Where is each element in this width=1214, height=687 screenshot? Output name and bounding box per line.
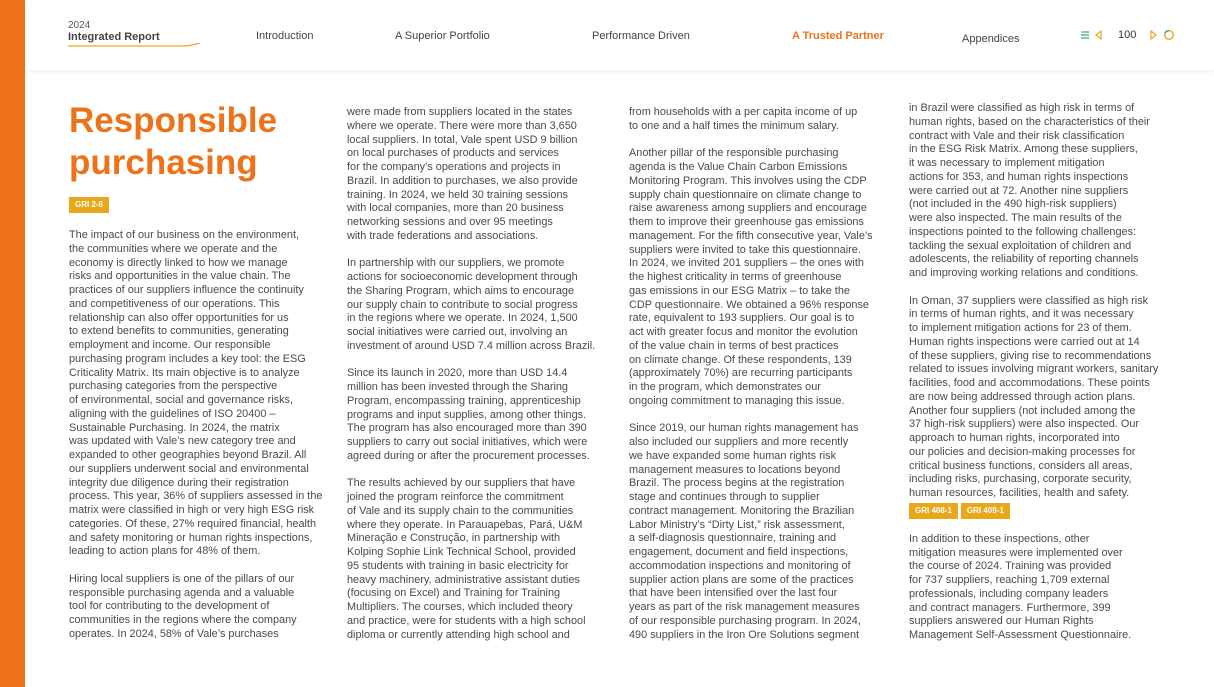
text-line: our supply chain to contribute to social progress — [347, 298, 578, 311]
home-icon[interactable] — [1163, 29, 1175, 41]
text-line: contract management. Monitoring the Brazilian — [629, 504, 855, 517]
paragraph — [629, 147, 899, 408]
gri-badge[interactable]: GRI 408-1 — [909, 503, 958, 519]
text-line: (not included in the 490 high-risk suppliers) — [909, 198, 1117, 211]
gri-badge[interactable]: GRI 2-6 — [69, 197, 109, 213]
text-line: mitigation measures were implemented over — [909, 546, 1123, 559]
text-line: were also inspected. The main results of the — [909, 212, 1122, 224]
text-line: for 737 suppliers, reaching 1,709 external — [909, 574, 1110, 586]
paragraph — [909, 295, 1179, 501]
text-line: approach to human rights, incorporated into — [909, 432, 1120, 444]
text-line: and contract managers. Furthermore, 399 — [909, 601, 1111, 614]
text-line: of the value chain in terms of best practices — [629, 339, 839, 352]
logo-underline-icon — [68, 43, 203, 49]
text-line: agreed during or after the procurement processes. — [347, 449, 590, 462]
paragraph — [69, 229, 339, 559]
text-line: related to issues involving migrant workers, sanitary — [909, 363, 1159, 376]
text-line: million has been invested through the Sharing — [347, 381, 568, 393]
text-line: In Oman, 37 suppliers were classified as high risk — [909, 294, 1149, 307]
text-line: of environmental, social and governance risks, — [69, 394, 293, 406]
column-4 — [909, 102, 1179, 643]
text-line: Human rights inspections were carried out at 14 — [909, 335, 1140, 348]
text-line: facilities, food and accommodations. These points — [909, 377, 1150, 389]
text-line: matrix were classified in high or very high ESG risk — [69, 504, 315, 516]
column-1 — [69, 229, 339, 642]
text-line: supplier action plans are some of the practices — [629, 573, 854, 586]
text-line: practices of our suppliers influence the continuity — [69, 284, 304, 296]
section-color-bar — [0, 0, 25, 687]
page-title — [69, 100, 277, 184]
text-line: purchasing program includes a key tool: the ESG — [69, 352, 306, 365]
text-line: ongoing commitment to managing this issue. — [629, 394, 845, 407]
text-line: Another four suppliers (not included among the — [909, 404, 1136, 417]
text-line: purchasing categories from the perspective — [69, 380, 278, 393]
paragraph — [347, 106, 617, 244]
paragraph — [69, 573, 339, 642]
text-line: Program, encompassing training, apprenticeship — [347, 394, 581, 407]
text-line: In partnership with our suppliers, we promote — [347, 257, 565, 270]
text-line: in Brazil were classified as high risk in terms of — [909, 102, 1135, 114]
text-line: including risks, purchasing, corporate security, — [909, 473, 1132, 486]
text-line: the highest criticality in terms of greenhouse — [629, 271, 842, 283]
text-line: supply chain questionnaire on climate change to — [629, 188, 862, 201]
report-year: 2024 — [68, 20, 91, 31]
text-line: Management Self-Assessment Questionnaire. — [909, 629, 1132, 641]
text-line: in the ESG Risk Matrix. Among these suppliers, — [909, 143, 1138, 156]
paragraph — [347, 257, 617, 353]
text-line: programs and input supplies, among other things. — [347, 408, 587, 421]
paragraph — [347, 367, 617, 463]
text-line: actions for socioeconomic development through — [347, 271, 578, 283]
text-line: tackling the sexual exploitation of children and — [909, 239, 1132, 252]
text-line: was updated with Vale’s new category tree and — [69, 435, 296, 448]
text-line: social initiatives were carried out, involving an — [347, 326, 568, 338]
text-line: and improving working relations and conditions. — [909, 267, 1139, 279]
text-line: relationship can also offer opportunities for us — [69, 311, 289, 324]
text-line: contract with Vale and their risk classification — [909, 129, 1125, 142]
text-line: adolescents, the reliability of reporting channels — [909, 253, 1139, 266]
text-line: investment of around USD 7.4 million across Brazil. — [347, 339, 596, 352]
text-line: rate, equivalent to 193 suppliers. Our goal is to — [629, 312, 855, 325]
text-line: aligning with the guidelines of ISO 20400 – — [69, 407, 276, 420]
title-line: Responsible — [69, 101, 278, 140]
text-line: in the program, which demonstrates our — [629, 381, 821, 393]
text-line: joined the program reinforce the commitment — [347, 491, 564, 503]
text-line: process. This year, 36% of suppliers assessed in the — [69, 490, 323, 503]
text-line: and practice, were for students with a high school — [347, 614, 586, 627]
text-line: raise awareness among suppliers and encourage — [629, 202, 867, 215]
text-line: communities in the regions where the company — [69, 614, 297, 626]
text-line: Brazil. The process begins at the registration — [629, 477, 845, 490]
gri-badge[interactable]: GRI 409-1 — [961, 503, 1010, 519]
text-line: the communities where we operate and the — [69, 242, 278, 255]
text-line: that have been intensified over the last four — [629, 587, 838, 600]
text-line: we have expanded some human rights risk — [629, 449, 837, 462]
text-line: our suppliers underwent social and environmental — [69, 462, 309, 475]
text-line: suppliers to carry out social initiatives, which were — [347, 436, 588, 448]
text-line: engagement, document and field inspections, — [629, 546, 849, 558]
text-line: in the regions where we operate. In 2024, 1,500 — [347, 312, 578, 325]
text-line: suppliers were invited to take this questionnaire. — [629, 243, 861, 256]
text-line: management measures to locations beyond — [629, 463, 841, 476]
text-line: networking sessions and over 95 meetings — [347, 216, 553, 228]
title-line: purchasing — [69, 143, 258, 182]
text-line: stage and continues through to supplier — [629, 491, 820, 503]
text-line: Monitoring Program. This involves using the CDP — [629, 174, 867, 187]
text-line: 490 suppliers in the Iron Ore Solutions segment — [629, 628, 860, 641]
nav-trusted-partner[interactable]: A Trusted Partner — [792, 30, 884, 42]
text-line: Since its launch in 2020, more than USD 14.4 — [347, 367, 568, 380]
nav-introduction[interactable]: Introduction — [256, 30, 314, 42]
nav-performance-driven[interactable]: Performance Driven — [592, 30, 690, 42]
text-line: inspections pointed to the following challenges: — [909, 225, 1137, 238]
column-2 — [347, 106, 617, 642]
column-4-top — [909, 102, 1179, 501]
text-line: The results achieved by our suppliers that have — [347, 477, 576, 490]
gri-badges — [69, 194, 112, 213]
report-name: Integrated Report — [68, 31, 160, 43]
text-line: employment and income. Our responsible — [69, 339, 271, 351]
paragraph — [347, 477, 617, 642]
text-line: risks and opportunities in the value chain. The — [69, 270, 291, 283]
text-line: act with greater focus and monitor the evolution — [629, 326, 858, 338]
text-line: of our responsible purchasing program. In 2024, — [629, 614, 861, 627]
text-line: categories. Of these, 27% required financial, health — [69, 517, 317, 530]
text-line: (approximately 70%) are recurring participants — [629, 367, 853, 380]
paragraph — [909, 533, 1179, 643]
text-line: integrity due diligence during their registration — [69, 476, 289, 489]
text-line: local suppliers. In total, Vale spent USD 9 billion — [347, 133, 578, 146]
text-line: to extend benefits to communities, generating — [69, 325, 289, 338]
text-line: management. For the fifth consecutive year, Vale’s — [629, 229, 873, 242]
nav-superior-portfolio[interactable]: A Superior Portfolio — [395, 30, 490, 42]
text-line: Kolping Sophie Link Technical School, provided — [347, 546, 576, 558]
text-line: a self-diagnosis questionnaire, training and — [629, 532, 837, 545]
text-line: professionals, including company leaders — [909, 587, 1109, 600]
text-line: the Sharing Program, which aims to encourage — [347, 284, 575, 297]
report-logo[interactable] — [68, 20, 160, 44]
text-line: Brazil. In addition to purchases, we also provide — [347, 174, 578, 187]
text-line: diploma or currently attending high school and — [347, 628, 570, 641]
text-line: Sustainable Purchasing. In 2024, the matrix — [69, 421, 280, 434]
text-line: and competitiveness of our operations. This — [69, 297, 280, 310]
text-line: it was necessary to implement mitigation — [909, 157, 1105, 169]
text-line: critical business functions, considers all areas, — [909, 459, 1133, 472]
text-line: Criticality Matrix. Its main objective is to analyze — [69, 366, 300, 379]
text-line: of these suppliers, giving rise to recommendations — [909, 349, 1152, 362]
menu-icon[interactable] — [1080, 30, 1090, 40]
text-line: for the company’s operations and projects in — [347, 161, 561, 173]
text-line: to one and a half times the minimum salary. — [629, 119, 839, 132]
text-line: and safety monitoring or human rights inspections, — [69, 531, 313, 544]
text-line: of Vale and its supply chain to the communities — [347, 504, 574, 517]
text-line: Multipliers. The courses, which included theory — [347, 601, 573, 613]
text-line: leading to action plans for 48% of them. — [69, 545, 261, 558]
text-line: gas emissions in our ESG Matrix – to take the — [629, 284, 850, 297]
text-line: 37 high-risk suppliers) were also inspected. Our — [909, 418, 1140, 431]
page-number: 100 — [1118, 29, 1137, 41]
previous-page-icon[interactable] — [1094, 30, 1103, 40]
text-line: years as part of the risk management measures — [629, 601, 860, 613]
text-line: economy is directly linked to how we manage — [69, 256, 288, 269]
text-line: The program has also encouraged more than 390 — [347, 422, 587, 435]
text-line: agenda is the Value Chain Carbon Emissions — [629, 161, 848, 173]
text-line: The impact of our business on the environment, — [69, 229, 300, 241]
paragraph — [629, 422, 899, 642]
text-line: CDP questionnaire. We obtained a 96% response — [629, 298, 869, 311]
text-line: training. In 2024, we held 30 training sessions — [347, 188, 568, 201]
text-line: where they operate. In Parauapebas, Pará, U&M — [347, 518, 583, 531]
text-line: Labor Ministry’s “Dirty List,” risk assessment, — [629, 518, 845, 531]
column-4-bottom — [909, 533, 1179, 643]
gri-badges — [909, 503, 1179, 523]
text-line: where we operate. There were more than 3,650 — [347, 119, 577, 132]
nav-appendices[interactable]: Appendices — [962, 33, 1020, 45]
text-line: expanded to other geographies beyond Brazil. All — [69, 449, 307, 461]
text-line: human rights, based on the characteristics of their — [909, 115, 1150, 128]
text-line: heavy machinery, administrative assistant duties — [347, 573, 580, 586]
paragraph — [909, 102, 1179, 281]
text-line: on climate change. Of these respondents, 139 — [629, 353, 852, 366]
text-line: the course of 2024. Training was provided — [909, 560, 1112, 573]
text-line: Mineração e Construção, in partnership with — [347, 532, 561, 545]
column-3 — [629, 106, 899, 642]
next-page-icon[interactable] — [1149, 30, 1158, 40]
text-line: on local purchases of products and services — [347, 147, 559, 160]
text-line: tool for contributing to the development of — [69, 600, 270, 613]
text-line: Hiring local suppliers is one of the pillars of our — [69, 572, 295, 585]
text-line: responsible purchasing agenda and a valuable — [69, 586, 295, 599]
text-line: In addition to these inspections, other — [909, 532, 1090, 545]
text-line: were made from suppliers located in the states — [347, 106, 573, 118]
text-line: operates. In 2024, 58% of Vale’s purchases — [69, 627, 279, 640]
text-line: human resources, facilities, health and safety. — [909, 487, 1130, 499]
text-line: were carried out at 72. Another nine suppliers — [909, 184, 1129, 197]
text-line: in terms of human rights, and it was necessary — [909, 308, 1134, 321]
text-line: In 2024, we invited 201 suppliers – the ones with — [629, 257, 864, 270]
text-line: 95 students with training in basic electricity for — [347, 559, 569, 572]
text-line: (focusing on Excel) and Training for Training — [347, 587, 561, 600]
text-line: with local companies, more than 20 business — [347, 202, 564, 215]
text-line: also included our suppliers and more recently — [629, 436, 849, 448]
text-line: with trade federations and associations. — [347, 229, 539, 242]
text-line: actions for 353, and human rights inspections — [909, 170, 1129, 183]
text-line: Since 2019, our human rights management has — [629, 422, 859, 435]
text-line: Another pillar of the responsible purchasing — [629, 147, 839, 160]
text-line: suppliers answered our Human Rights — [909, 615, 1094, 628]
text-line: accommodation inspections and monitoring of — [629, 559, 851, 572]
text-line: them to improve their greenhouse gas emissions — [629, 216, 864, 228]
paragraph — [629, 106, 899, 134]
text-line: to implement mitigation actions for 23 of them. — [909, 322, 1132, 334]
text-line: our policies and decision-making processes for — [909, 445, 1136, 458]
text-line: from households with a per capita income of up — [629, 106, 858, 118]
top-navigation — [25, 0, 1214, 70]
text-line: are now being addressed through action plans. — [909, 390, 1136, 403]
